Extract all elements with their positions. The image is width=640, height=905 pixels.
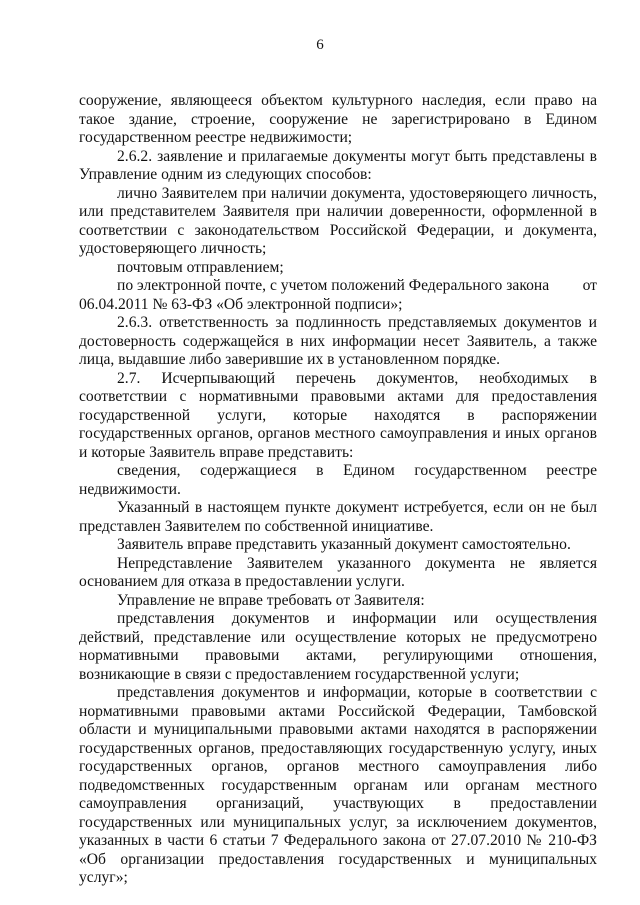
paragraph-registry-info: сведения, содержащиеся в Едином государственном реестре недвижимости.	[79, 462, 597, 498]
paragraph-document-requested: Указанный в настоящем пункте документ истребуется, если он не был представлен Заявителем по собственной инициативе.	[79, 499, 597, 535]
page-number: 6	[316, 37, 324, 53]
paragraph-submission-information: представления документов и информации, которые в соответствии с нормативными правовыми актами Российской Федерации, Тамбовской области и муниципальными правовыми актами находятся в распоряжении государственных органов, предоставляющих государственную услугу, иных государственных органов, органов местного самоуправления либо подведомственных государственным органам или органам местного самоуправления организаций, участвующих в предоставлении государственных или муниципальных услуг, за исключением документов, указанных в части 6 статьи 7 Федерального закона от 27.07.2010 № 210-ФЗ «Об организации предоставления государственных и муниципальных услуг»;	[79, 684, 597, 886]
paragraph-non-submission: Непредставление Заявителем указанного документа не является основанием для отказа в предоставлении услуги.	[79, 554, 597, 590]
paragraph-in-person: лично Заявителем при наличии документа, удостоверяющего личность, или представителем Заявителя при наличии доверенности, оформленной в соответствии с законодательством Российской Федерации, и документа, удостоверяющего личность;	[79, 184, 597, 257]
paragraph-2-6-2: 2.6.2. заявление и прилагаемые документы могут быть представлены в Управление одним из следующих способов:	[79, 147, 597, 183]
paragraph-2-7: 2.7. Исчерпывающий перечень документов, необходимых в соответствии с нормативными правовыми актами для предоставления государственной услуги, которые находятся в распоряжении государственных органов, органов местного самоуправления и иных органов и которые Заявитель вправе представить:	[79, 369, 597, 461]
paragraph-by-email-continuation: 06.04.2011 № 63-ФЗ «Об электронной подписи»;	[79, 295, 403, 313]
paragraph-submission-documents: представления документов и информации или осуществления действий, представление или осуществление которых не предусмотрено нормативными правовыми актами, регулирующими отношения, возникающие в связи с предоставлением государственной услуги;	[79, 610, 597, 683]
by-email-from: от	[582, 277, 597, 294]
paragraph-2-6-3: 2.6.3. ответственность за подлинность представляемых документов и достоверность содержащейся в них информации несет Заявитель, а также лица, выдавшие либо заверившие их в установленном порядке.	[79, 314, 597, 368]
paragraph-by-mail: почтовым отправлением;	[117, 258, 284, 276]
paragraph-continuation: сооружение, являющееся объектом культурного наследия, если право на такое здание, строение, сооружение не зарегистрировано в Едином государственном реестре недвижимости;	[79, 92, 597, 146]
paragraph-department-not-entitled: Управление не вправе требовать от Заявителя:	[117, 591, 425, 609]
document-body	[79, 92, 597, 888]
paragraph-applicant-may-submit: Заявитель вправе представить указанный документ самостоятельно.	[117, 536, 571, 553]
by-email-text: по электронной почте, с учетом положений Федерального закона	[117, 277, 550, 294]
paragraph-by-email-line	[79, 277, 597, 296]
